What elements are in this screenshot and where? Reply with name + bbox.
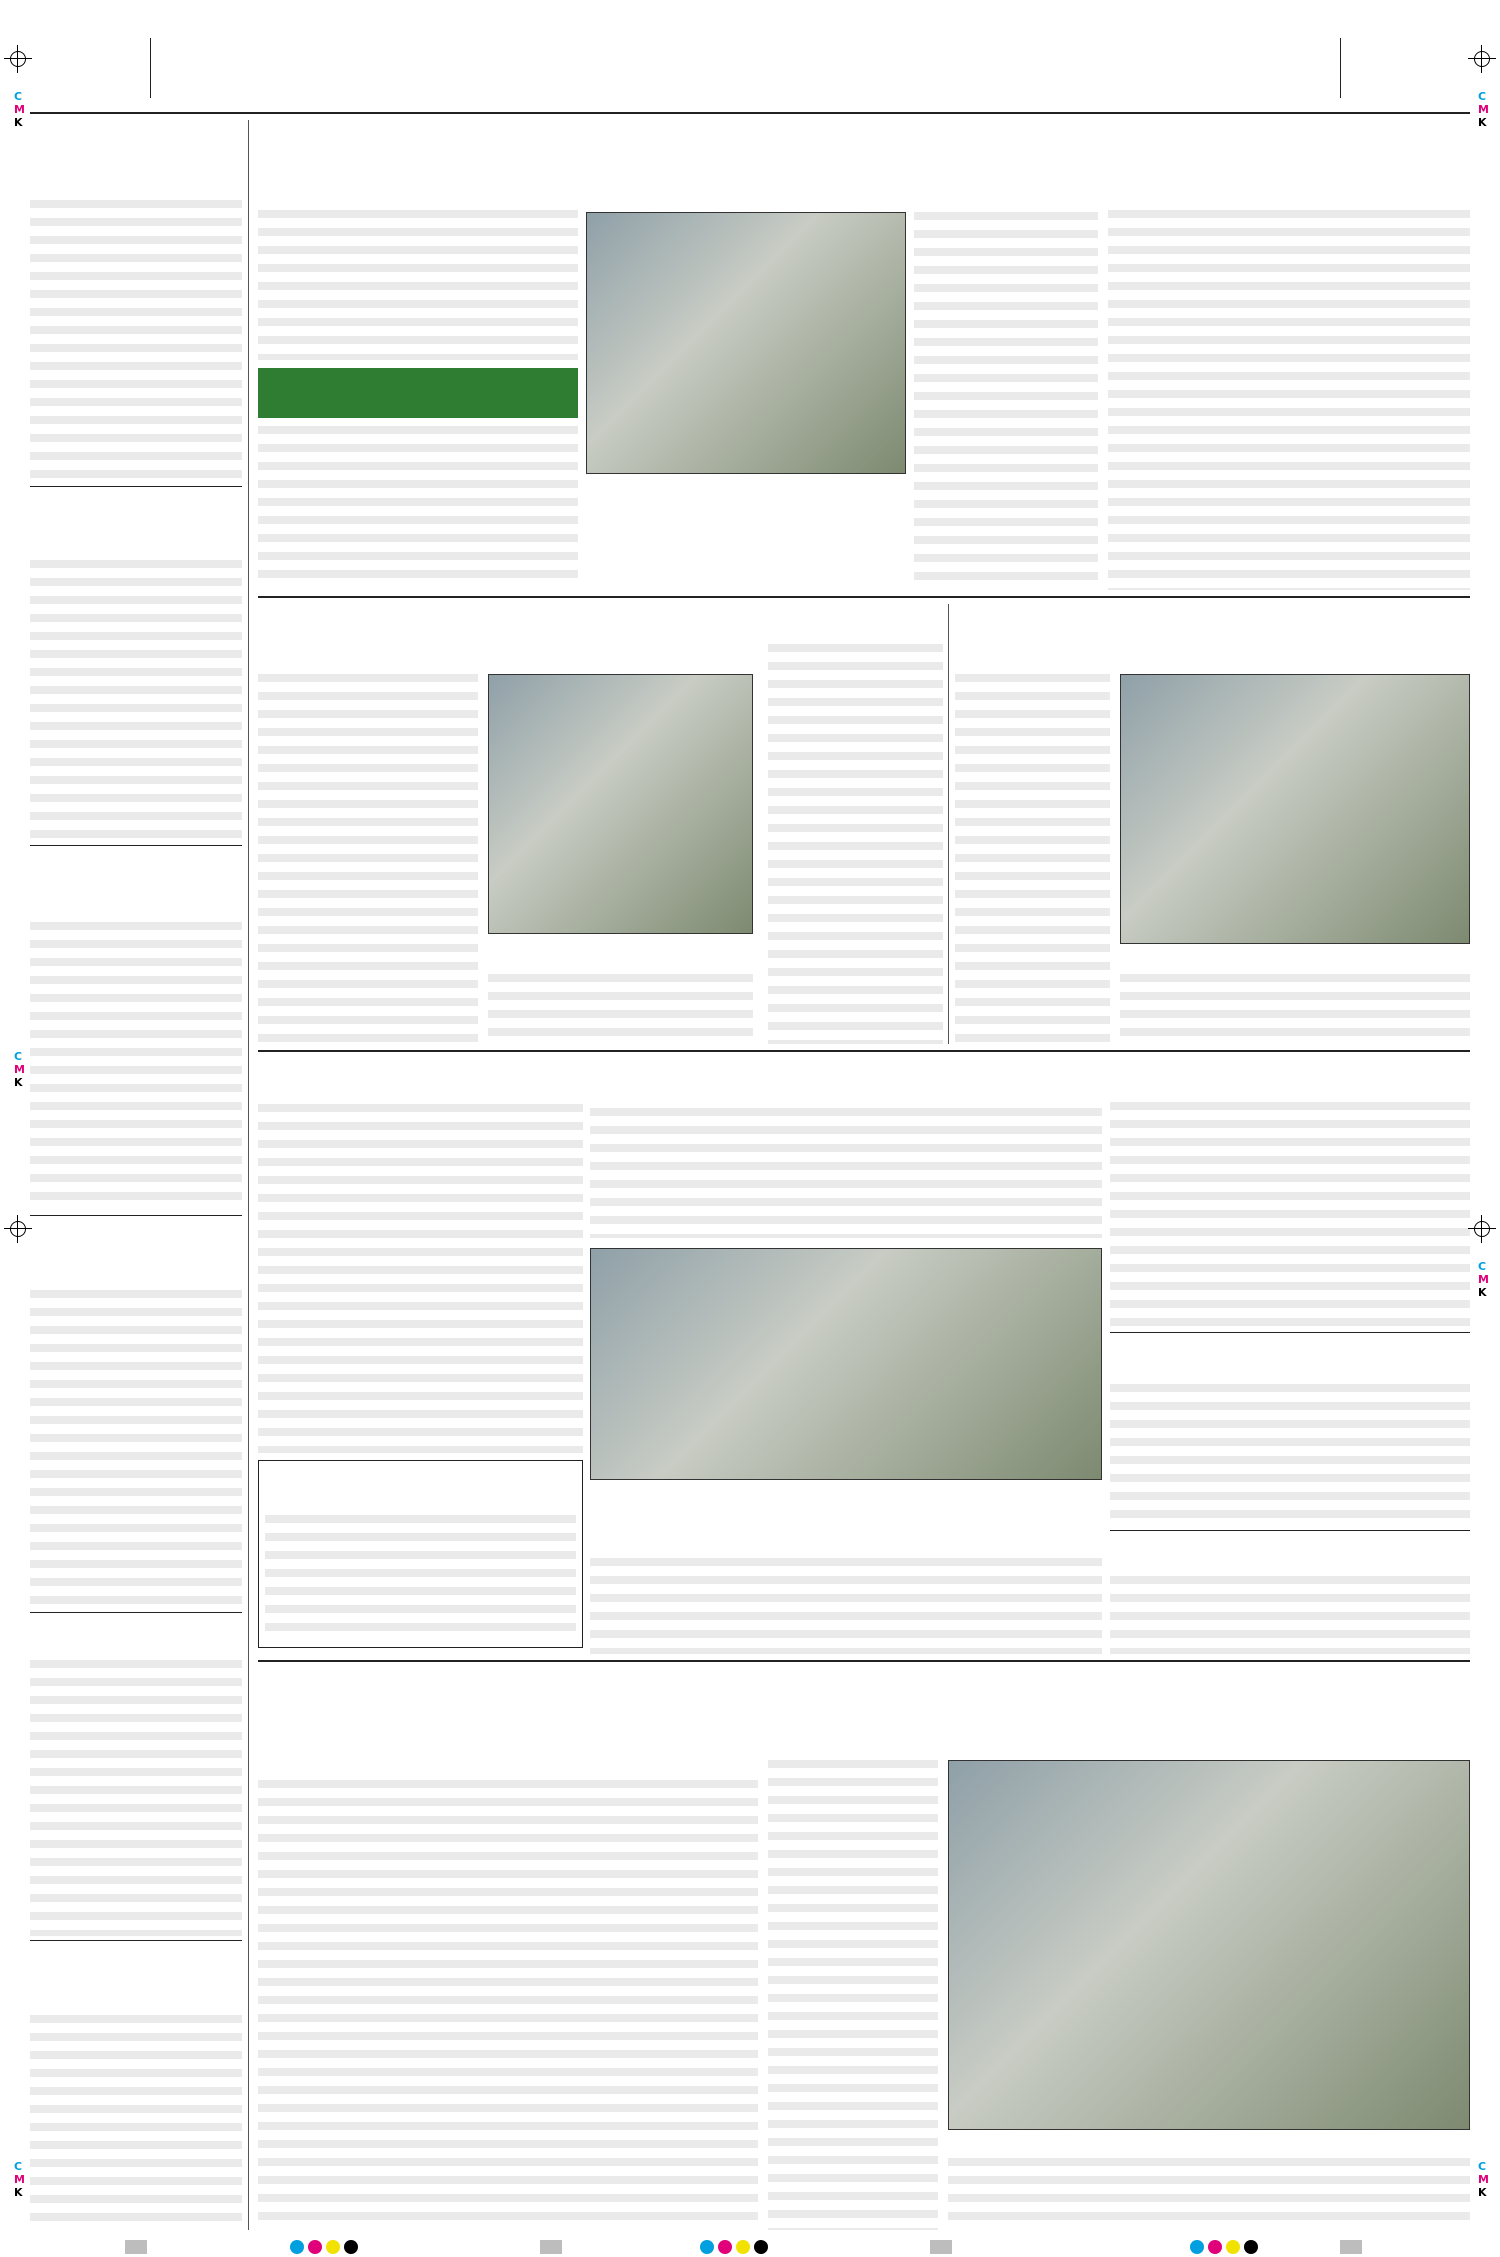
article-headline [768, 1668, 1470, 1748]
text-placeholder [488, 974, 753, 1044]
cmyk-label-right-bottom: C M K [1478, 2160, 1489, 2199]
color-swatch-yellow [1226, 2240, 1240, 2254]
article-headline [768, 604, 943, 634]
gray-bar [125, 2240, 147, 2254]
color-swatch-black [344, 2240, 358, 2254]
cmyk-label-left-top: C M K [14, 90, 25, 129]
article-headline [30, 1220, 242, 1280]
divider [30, 845, 242, 846]
divider [30, 486, 242, 487]
article-martyrs-tribute [258, 604, 758, 1044]
article-headline [1110, 1536, 1470, 1568]
article-bjp-meeting [30, 490, 242, 840]
article-headline [30, 1616, 242, 1650]
text-placeholder [258, 1780, 758, 2230]
color-swatch-yellow [326, 2240, 340, 2254]
color-swatch-magenta [308, 2240, 322, 2254]
text-placeholder [30, 1660, 242, 1936]
text-placeholder [768, 1760, 938, 2230]
article-bsf-cleanliness [30, 1220, 242, 1610]
main-headline [258, 120, 1098, 190]
divider [30, 1940, 242, 1941]
article-bhim-bhoi [955, 604, 1470, 1044]
divider [1110, 1332, 1470, 1333]
text-placeholder [590, 1558, 1102, 1654]
column-rule [948, 604, 949, 1044]
color-swatch-black [1244, 2240, 1258, 2254]
article-headline [30, 1945, 242, 2005]
text-placeholder [265, 1515, 576, 1641]
registration-mark [4, 1215, 32, 1243]
divider [258, 596, 1470, 598]
article-headline [1110, 1058, 1470, 1092]
text-placeholder [914, 212, 1098, 586]
divider [30, 1612, 242, 1613]
news-photo [488, 674, 753, 934]
article-samiti-meeting [258, 1668, 758, 2230]
registration-mark [4, 45, 32, 73]
text-placeholder [258, 674, 478, 1044]
article-human-rights [1108, 120, 1470, 590]
gray-bar [540, 2240, 562, 2254]
article-family-boycott [1110, 1058, 1470, 1328]
article-headline [30, 120, 242, 184]
cmyk-label-left-mid: C M K [14, 1050, 25, 1089]
cmyk-label-right-mid: C M K [1478, 1260, 1489, 1299]
article-headline [590, 1514, 1102, 1550]
article-police-martyrs-day [258, 1460, 583, 1648]
text-placeholder [948, 2158, 1470, 2230]
color-swatch-black [754, 2240, 768, 2254]
article-headline [1110, 1336, 1470, 1376]
color-swatch-yellow [736, 2240, 750, 2254]
color-swatch-cyan [1190, 2240, 1204, 2254]
color-swatch-cyan [290, 2240, 304, 2254]
color-swatch-magenta [718, 2240, 732, 2254]
masthead-divider [150, 38, 151, 98]
article-headmaster-meeting [768, 604, 943, 1044]
article-headline [1108, 152, 1470, 192]
text-placeholder [258, 1104, 583, 1453]
text-placeholder [30, 2015, 242, 2230]
masthead-rule [30, 112, 1470, 114]
article-kicker [258, 1668, 758, 1702]
article-teachers-union [258, 1058, 583, 1453]
divider [1110, 1530, 1470, 1531]
color-swatch-magenta [1208, 2240, 1222, 2254]
text-placeholder [30, 922, 242, 1210]
masthead [40, 30, 1470, 110]
text-placeholder [258, 426, 578, 586]
article-science-fair [768, 1668, 1470, 2230]
text-placeholder [1110, 1576, 1470, 1654]
news-photo [586, 212, 906, 474]
color-swatch-cyan [700, 2240, 714, 2254]
text-placeholder [1108, 210, 1470, 590]
text-placeholder [258, 210, 578, 360]
article-headline [30, 850, 242, 910]
article-headline [30, 490, 242, 550]
divider [30, 1215, 242, 1216]
text-placeholder [955, 674, 1110, 1044]
text-placeholder [30, 200, 242, 480]
article-headline [258, 1712, 758, 1768]
text-placeholder [30, 560, 242, 840]
cmyk-label-right-top: C M K [1478, 90, 1489, 129]
gray-bar [930, 2240, 952, 2254]
divider [258, 1050, 1470, 1052]
text-placeholder [30, 1290, 242, 1610]
news-photo [1120, 674, 1470, 944]
article-headline [955, 604, 1470, 664]
article-unorganised-workers [590, 1514, 1102, 1654]
text-placeholder [1110, 1384, 1470, 1526]
article-tribal-workshop [30, 120, 242, 480]
article-govindpali [30, 850, 242, 1210]
divider [258, 1660, 1470, 1662]
article-headline [258, 1058, 583, 1094]
campaign-banner [258, 368, 578, 418]
article-police-day-57 [1110, 1536, 1470, 1654]
article-eviction [590, 1058, 1102, 1508]
news-photo [948, 1760, 1470, 2130]
article-kicker [1108, 120, 1470, 144]
page-number-divider [1340, 38, 1341, 98]
cmyk-label-left-bottom: C M K [14, 2160, 25, 2199]
text-placeholder [590, 1108, 1102, 1238]
article-headline [590, 1058, 1102, 1098]
gray-bar [1340, 2240, 1362, 2254]
text-placeholder [768, 644, 943, 1044]
column-rule [248, 120, 249, 2230]
article-malnutrition [258, 120, 1098, 590]
text-placeholder [1110, 1102, 1470, 1328]
registration-mark [1468, 1215, 1496, 1243]
article-financial-literacy [30, 1945, 242, 2230]
news-photo [590, 1248, 1102, 1480]
article-mathili-village [30, 1616, 242, 1936]
article-headline [259, 1467, 584, 1507]
article-bjd-padayatra [1110, 1336, 1470, 1526]
registration-mark [1468, 45, 1496, 73]
article-headline [258, 604, 758, 664]
text-placeholder [1120, 974, 1470, 1044]
